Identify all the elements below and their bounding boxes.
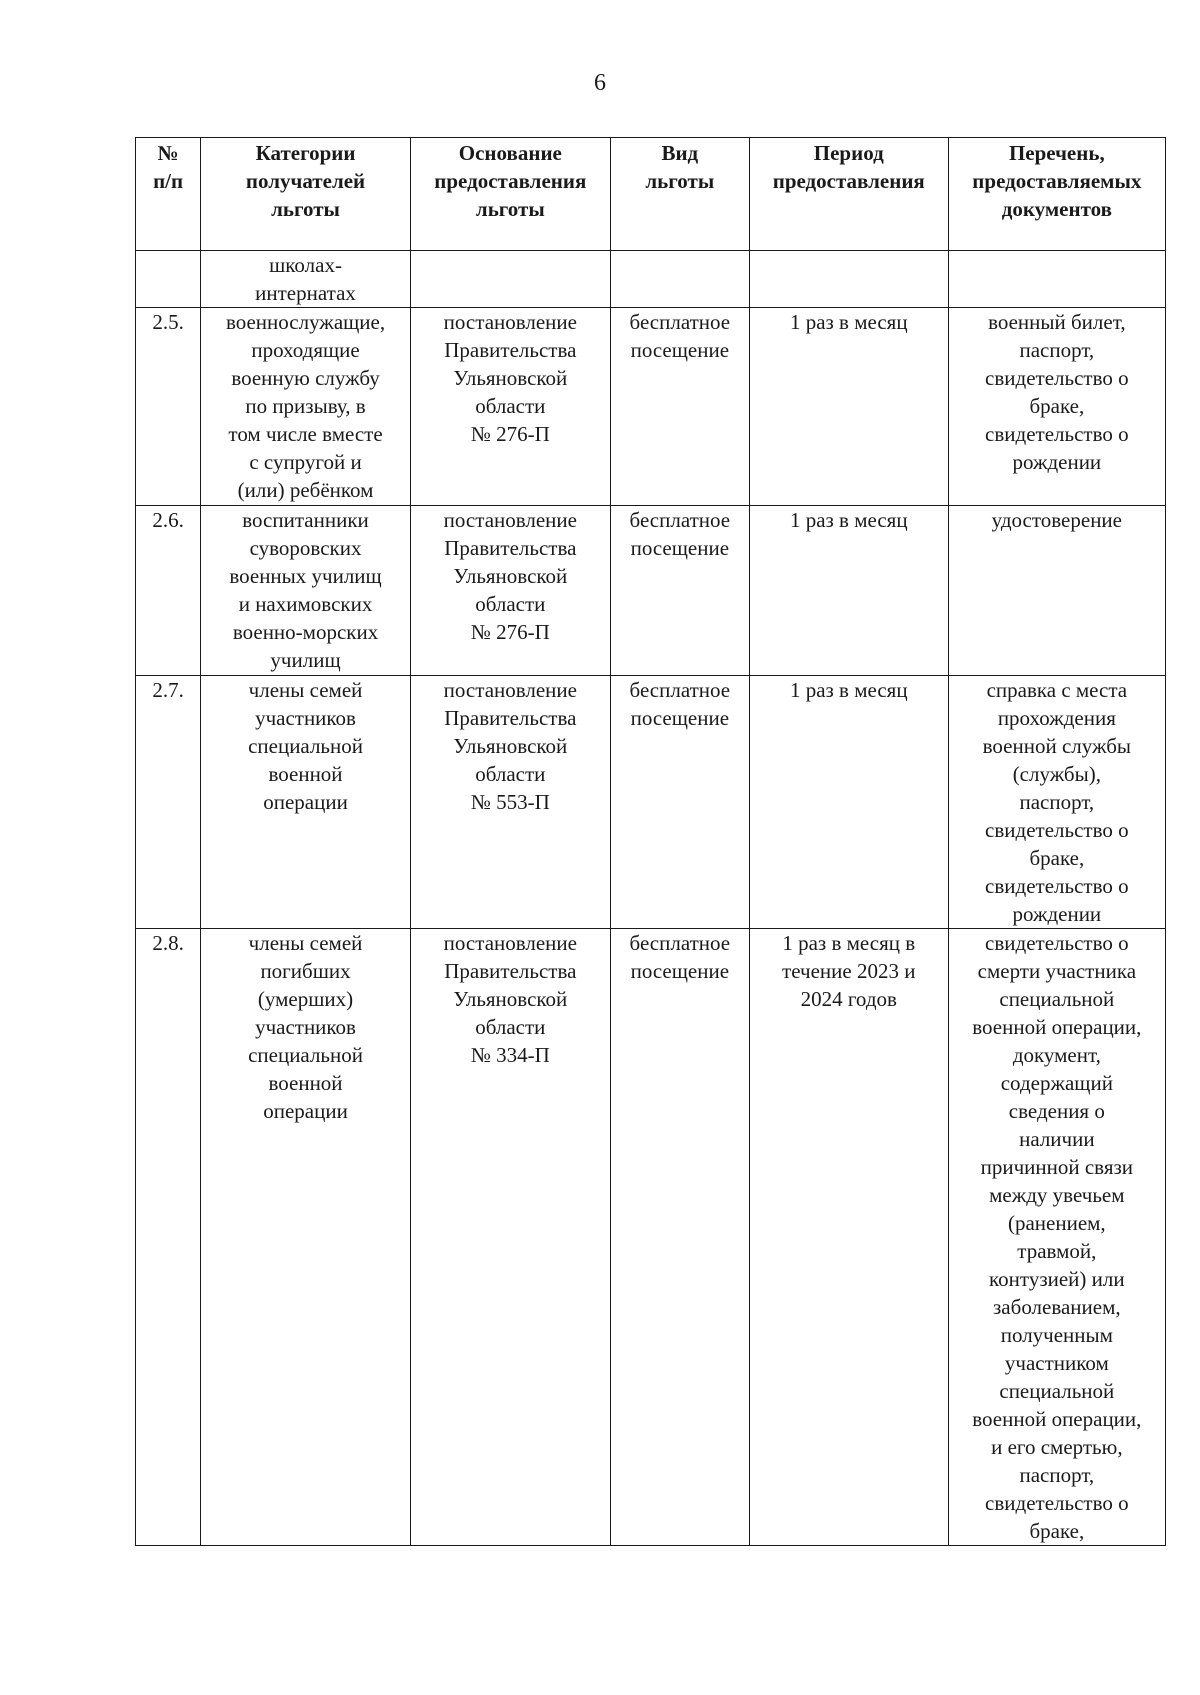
cell-period: 1 раз в месяц [749,506,948,676]
cell-type [610,251,749,308]
cell-type: бесплатное посещение [610,308,749,506]
header-type: Вид льготы [610,138,749,251]
cell-number [136,251,201,308]
table-row [136,676,1166,929]
cell-period: 1 раз в месяц [749,676,948,929]
cell-category: школах- интернатах [201,251,411,308]
cell-documents: справка с места прохождения военной службы (службы), паспорт, свидетельство о браке, свидетельство о рождении [948,676,1165,929]
cell-basis: постановление Правительства Ульяновской области № 553-П [410,676,610,929]
cell-category: члены семей погибших (умерших) участников специальной военной операции [201,929,411,1546]
page-number: 6 [594,70,606,96]
table-header-row [136,138,1166,251]
cell-documents: военный билет, паспорт, свидетельство о браке, свидетельство о рождении [948,308,1165,506]
cell-type: бесплатное посещение [610,676,749,929]
table-row [136,506,1166,676]
cell-basis: постановление Правительства Ульяновской области № 276-П [410,308,610,506]
cell-number: 2.5. [136,308,201,506]
cell-basis: постановление Правительства Ульяновской области № 334-П [410,929,610,1546]
header-documents: Перечень, предоставляемых документов [948,138,1165,251]
table-row [136,308,1166,506]
cell-basis [410,251,610,308]
table-row [136,929,1166,1546]
cell-documents: удостоверение [948,506,1165,676]
cell-category: воспитанники суворовских военных училищ и нахимовских военно-морских училищ [201,506,411,676]
header-basis: Основание предоставления льготы [410,138,610,251]
cell-documents [948,251,1165,308]
cell-category: военнослужащие, проходящие военную службу по призыву, в том числе вместе с супругой и (или) ребёнком [201,308,411,506]
cell-period: 1 раз в месяц [749,308,948,506]
cell-basis: постановление Правительства Ульяновской области № 276-П [410,506,610,676]
cell-documents: свидетельство о смерти участника специальной военной операции, документ, содержащий сведения о наличии причинной связи между увечьем (ранением, травмой, контузией) или заболеванием, полученным участником специальной военной операции, и его смертью, паспорт, свидетельство о браке, [948,929,1165,1546]
cell-period: 1 раз в месяц в течение 2023 и 2024 годов [749,929,948,1546]
cell-number: 2.7. [136,676,201,929]
benefits-table [135,137,1166,1546]
cell-category: члены семей участников специальной военной операции [201,676,411,929]
header-number: № п/п [136,138,201,251]
header-period: Период предоставления [749,138,948,251]
cell-type: бесплатное посещение [610,506,749,676]
cell-period [749,251,948,308]
table-row [136,251,1166,308]
header-category: Категории получателей льготы [201,138,411,251]
cell-number: 2.6. [136,506,201,676]
cell-number: 2.8. [136,929,201,1546]
cell-type: бесплатное посещение [610,929,749,1546]
